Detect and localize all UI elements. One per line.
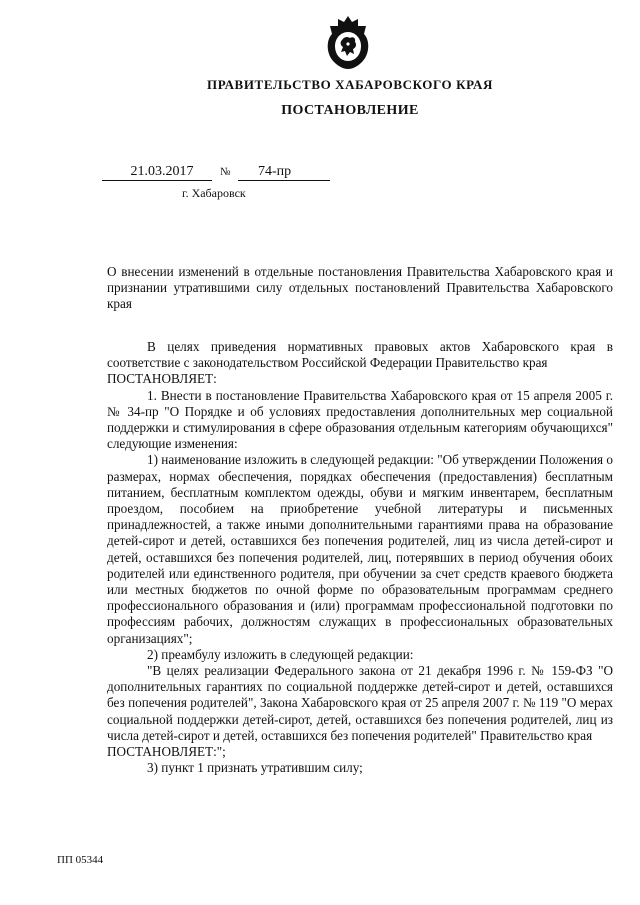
document-number: 74-пр: [238, 164, 330, 181]
item-1-paragraph: 1. Внести в постановление Правительства Хабаровского края от 15 апреля 2005 г. № 34-пр "О Порядке и об условиях предоставления дополнительных мер социальной поддержки и стимулирования в сфере образования отдельным категориям обучающихся" следующие изменения:: [107, 387, 613, 452]
document-body: [107, 339, 613, 776]
decree-word: ПОСТАНОВЛЯЕТ:: [107, 371, 217, 387]
item-1-2-paragraph: 2) преамбулу изложить в следующей редакции:: [147, 646, 414, 662]
preamble-paragraph: В целях приведения нормативных правовых актов Хабаровского края в соответствие с законодательством Российской Федерации Правительство края: [107, 339, 613, 371]
item-1-3-paragraph: 3) пункт 1 признать утратившим силу;: [147, 760, 363, 776]
government-title: ПРАВИТЕЛЬСТВО ХАБАРОВСКОГО КРАЯ: [206, 77, 493, 92]
coat-of-arms-emblem: [324, 14, 372, 70]
document-type: ПОСТАНОВЛЕНИЕ: [281, 103, 419, 118]
item-1-2-decree-word: ПОСТАНОВЛЯЕТ:";: [107, 744, 226, 760]
document-date: 21.03.2017: [102, 164, 212, 181]
item-1-2-quoted-text: "В целях реализации Федерального закона от 21 декабря 1996 г. № 159-ФЗ "О дополнительных гарантиях по социальной поддержке детей-сирот и детей, оставшихся без попечения родителей", Закона Хабаровского края от 25 апреля 2007 г. № 119 "О мерах социальной поддержки детей-сирот, детей, оставшихся без попечения родителей, лиц из числа детей-сирот и детей, оставшихся без попечения родителей" Правительство края: [107, 663, 613, 743]
document-code: ПП 05344: [57, 854, 104, 866]
number-sign: №: [220, 166, 231, 178]
issuing-city: г. Хабаровск: [182, 186, 246, 200]
item-1-1-paragraph: 1) наименование изложить в следующей редакции: "Об утверждении Положения о размерах, нормах обеспечения, порядках обеспечения (предоставления) бесплатным питанием, бесплатным комплектом одежды, обуви и мягким инвентарем, бесплатным проездом, пособием на приобретение учебной литературы и письменных принадлежностей, а также иными дополнительными гарантиями права на образование детей-сирот и детей, оставшихся без попечения родителей, лиц из числа детей-сирот и детей, оставшихся без попечения родителей, лиц, потерявших в период обучения обоих родителей или единственного родителя, при обучении за счет средств краевого бюджета или местных бюджетов по очной форме по образовательным программам среднего профессионального образования и (или) программам профессиональной подготовки по профессиям рабочих, должностям служащих в профессиональных образовательных организациях";: [107, 452, 613, 646]
document-subject: О внесении изменений в отдельные постановления Правительства Хабаровского края и признании утратившими силу отдельных постановлений Правительства Хабаровского края: [107, 264, 613, 311]
